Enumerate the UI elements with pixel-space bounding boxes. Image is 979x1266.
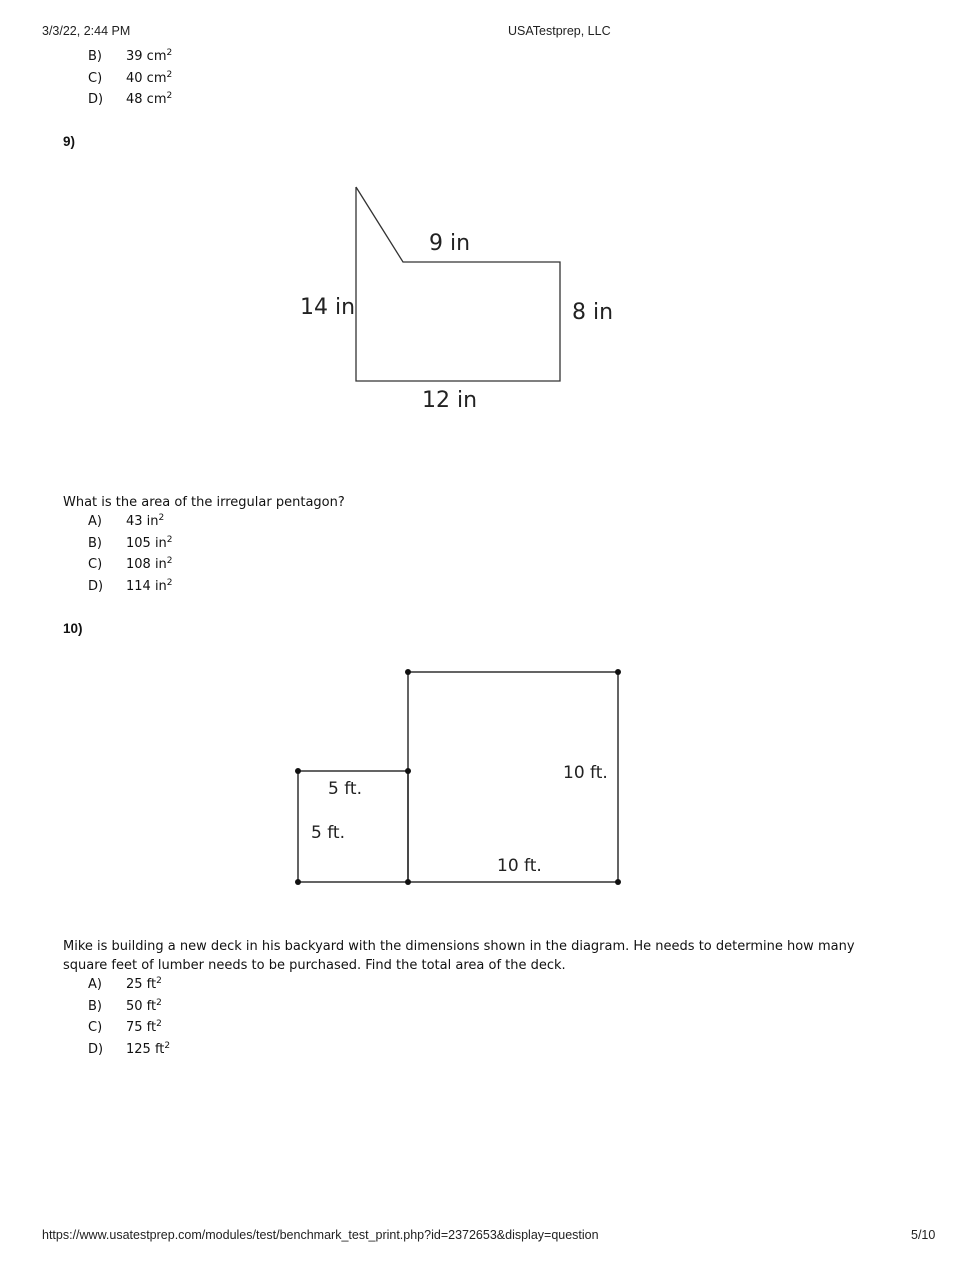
question-9-options [88, 511, 173, 597]
label-small-top: 5 ft. [328, 779, 362, 799]
label-right: 8 in [572, 300, 614, 325]
label-left: 14 in [300, 295, 356, 320]
question-9-number: 9) [63, 134, 76, 149]
option-d[interactable]: D) 125 ft $^2$ [88, 1040, 171, 1057]
pentagon-outline [356, 187, 560, 381]
vertex-dot [295, 768, 301, 774]
option-c[interactable]: C) 40 cm $^2$ [88, 69, 173, 86]
pentagon-figure [0, 0, 979, 450]
question-9-text: What is the area of the irregular pentagon? [63, 495, 345, 510]
question-10-options [88, 974, 170, 1060]
vertex-dot [295, 879, 301, 885]
vertex-dot [405, 669, 411, 675]
label-big-bottom: 10 ft. [497, 856, 542, 876]
site-name: USATestprep, LLC [508, 24, 611, 38]
print-date: 3/3/22, 2:44 PM [42, 24, 131, 38]
option-a[interactable]: A) 43 in $^2$ [88, 513, 165, 529]
label-small-left: 5 ft. [311, 823, 345, 843]
option-c[interactable]: C) 75 ft $^2$ [88, 1019, 162, 1036]
option-c[interactable]: C) 108 in $^2$ [88, 556, 173, 573]
option-a[interactable]: A) 25 ft $^2$ [88, 976, 162, 992]
option-b[interactable]: B) 105 in $^2$ [88, 534, 173, 551]
label-bottom: 12 in [422, 388, 478, 413]
question-10-text: Mike is building a new deck in his backyard with the dimensions shown in the diagram. He needs to determine how many square feet of lumber needs to be purchased. Find the total area of the deck. [63, 939, 855, 973]
page-number: 5/10 [911, 1228, 936, 1242]
vertex-dot [405, 768, 411, 774]
vertex-dot [615, 669, 621, 675]
vertex-dot [615, 879, 621, 885]
option-b[interactable]: B) 39 cm $^2$ [88, 48, 173, 64]
vertex-dot [405, 879, 411, 885]
label-top: 9 in [429, 231, 471, 256]
option-b[interactable]: B) 50 ft $^2$ [88, 997, 162, 1014]
page-url: https://www.usatestprep.com/modules/test/benchmark_test_print.php?id=2372653&display=question [42, 1228, 599, 1242]
option-d[interactable]: D) 48 cm $^2$ [88, 91, 173, 108]
deck-figure [0, 640, 979, 910]
question-10-number: 10) [63, 621, 83, 636]
label-big-right: 10 ft. [563, 763, 608, 783]
option-d[interactable]: D) 114 in $^2$ [88, 577, 173, 594]
